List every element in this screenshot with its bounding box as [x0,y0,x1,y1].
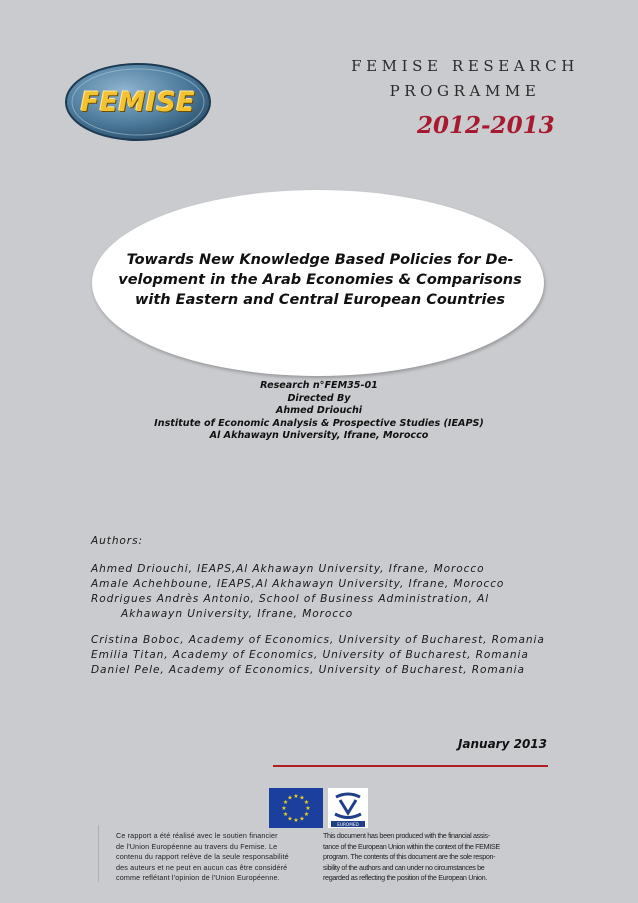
svg-text:★: ★ [282,799,289,806]
svg-text:★: ★ [281,805,287,812]
disclaimer-line: de l'Union Européenne au travers du Femise. Le [116,841,278,851]
disclaimer-line: sibility of the authors and can under no circumstances be [323,862,485,872]
report-title-line: with Eastern and Central European Countries [135,292,505,308]
report-title-line: velopment in the Arab Economies & Comparisons [118,272,522,288]
author-line: Daniel Pele, Academy of Economics, University of Bucharest, Romania [91,664,525,676]
disclaimer-line: tance of the European Union within the context of the FEMISE [323,841,500,851]
disclaimer-line: contenu du rapport relève de la seule responsabilité [116,852,289,861]
svg-text:★: ★ [287,815,293,823]
disclaimer-line: program. The contents of this document are the sole respon- [323,852,496,861]
report-date: January 2013 [457,737,547,751]
svg-text:★: ★ [299,794,305,802]
disclaimer-line: des auteurs et ne peut en aucun cas être considéré [116,862,288,872]
university-name: Al Akhawayn University, Ifrane, Morocco [209,430,429,442]
svg-text:★: ★ [305,805,311,812]
disclaimer-line: Ce rapport a été réalisé avec le soutien financier [116,831,278,840]
research-number: Research n°FEM35-01 [260,380,378,391]
disclaimer-english [323,831,521,884]
directed-by-label: Directed By [287,392,351,404]
svg-text:★: ★ [303,811,310,818]
eu-stars-icon [269,788,323,828]
euromed-label: EUROMED [337,822,359,827]
authors-label: Authors: [91,535,143,547]
svg-text:★: ★ [293,793,299,800]
disclaimer-line: This document has been produced with the financial assis- [323,831,490,840]
programme-years: 2012-2013 [417,112,555,139]
author-line: Emilia Titan, Academy of Economics, University of Bucharest, Romania [91,649,529,661]
disclaimer-french [116,831,314,884]
director-name: Ahmed Driouchi [275,405,363,417]
author-line: Akhawayn University, Ifrane, Morocco [121,608,354,620]
femise-logo [64,62,212,142]
svg-text:★: ★ [299,815,305,823]
research-info [60,380,578,443]
programme-line-1: FEMISE RESEARCH [351,57,579,75]
author-line: Cristina Boboc, Academy of Economics, University of Bucharest, Romania [91,634,545,646]
report-title [107,250,533,310]
svg-text:★: ★ [282,811,289,818]
svg-text:★: ★ [287,794,293,802]
divider-line [273,765,548,767]
institute-name: Institute of Economic Analysis & Prospective Studies (IEAPS) [154,417,484,429]
svg-text:★: ★ [293,817,299,824]
author-line: Ahmed Driouchi, IEAPS,Al Akhawayn University, Ifrane, Morocco [91,563,485,575]
euromed-logo [328,788,368,828]
author-line: Rodrigues Andrès Antonio, School of Business Administration, Al [91,593,490,605]
disclaimer-line: regarded as reflecting the position of the European Union. [323,873,487,882]
disclaimer-line: comme reflétant l'opinion de l'Union Européenne. [116,873,280,882]
authors-section [91,534,561,678]
svg-text:★: ★ [303,799,310,806]
euromed-emblem-icon [328,788,368,828]
author-line: Amale Achehboune, IEAPS,Al Akhawayn University, Ifrane, Morocco [91,578,505,590]
report-title-line: Towards New Knowledge Based Policies for De- [126,252,514,268]
programme-line-2: PROGRAMME [389,82,541,100]
eu-flag-icon [269,788,323,828]
femise-logo-text: FEMISE [80,86,196,118]
